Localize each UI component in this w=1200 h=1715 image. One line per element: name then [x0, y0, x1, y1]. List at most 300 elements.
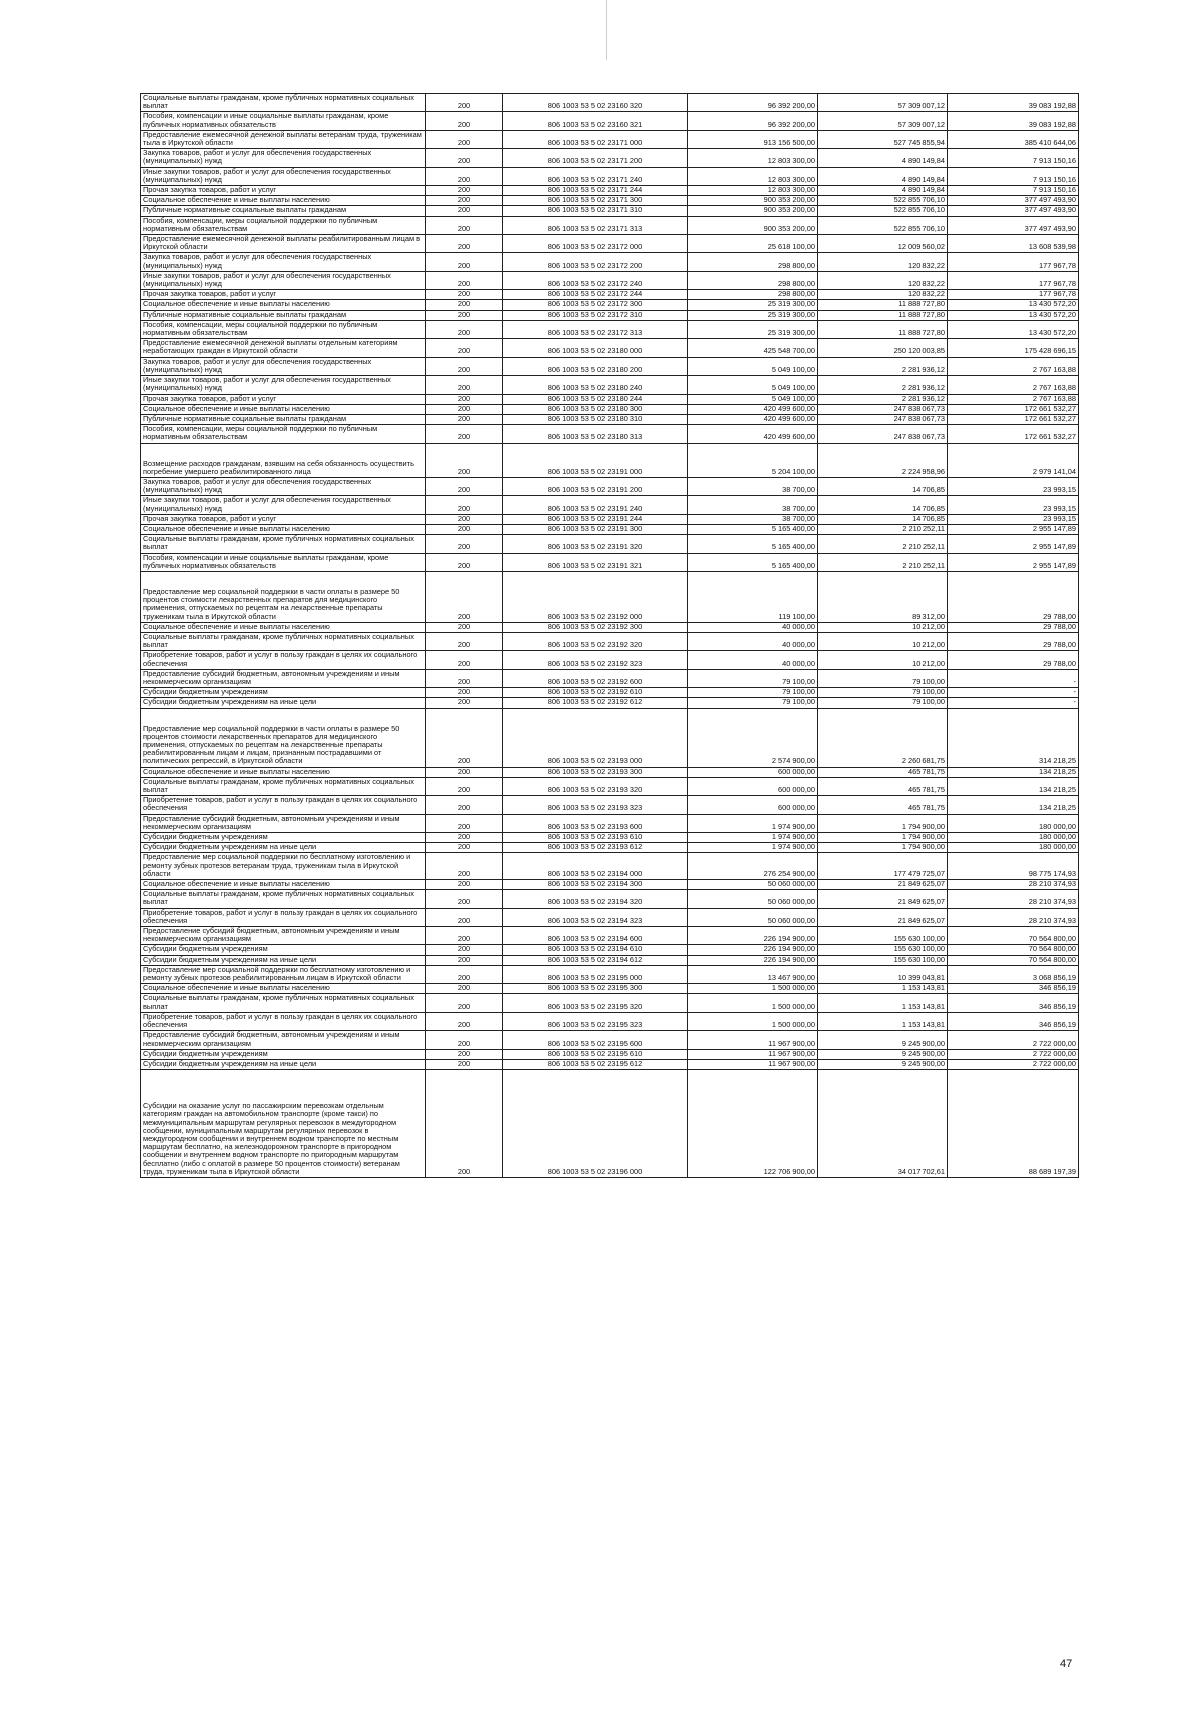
row-remainder-cell: 39 083 192,88 — [948, 112, 1079, 130]
row-plan-cell: 600 000,00 — [688, 777, 818, 795]
row-executed-cell: 14 706,85 — [818, 477, 948, 495]
row-code-cell: 200 — [426, 965, 503, 983]
row-kbk-cell: 806 1003 53 5 02 23180 240 — [503, 376, 688, 394]
row-plan-cell: 12 803 300,00 — [688, 186, 818, 196]
row-plan-cell: 5 204 100,00 — [688, 443, 818, 477]
row-name-cell: Социальные выплаты гражданам, кроме публичных нормативных социальных выплат — [141, 632, 426, 650]
row-code-cell: 200 — [426, 290, 503, 300]
row-plan-cell: 5 165 400,00 — [688, 535, 818, 553]
row-remainder-cell: 70 564 800,00 — [948, 945, 1079, 955]
row-plan-cell: 600 000,00 — [688, 796, 818, 814]
table-row — [141, 651, 1079, 669]
table-row — [141, 414, 1079, 424]
row-name-cell: Пособия, компенсации, меры социальной поддержки по публичным нормативным обязательствам — [141, 425, 426, 443]
row-remainder-cell: 177 967,78 — [948, 290, 1079, 300]
row-name-cell: Социальное обеспечение и иные выплаты населению — [141, 622, 426, 632]
table-row — [141, 669, 1079, 687]
row-name-cell: Социальное обеспечение и иные выплаты населению — [141, 880, 426, 890]
row-code-cell: 200 — [426, 669, 503, 687]
row-name-cell: Субсидии бюджетным учреждениям на иные цели — [141, 1059, 426, 1069]
row-remainder-cell: 180 000,00 — [948, 833, 1079, 843]
row-code-cell: 200 — [426, 216, 503, 234]
row-remainder-cell: 98 775 174,93 — [948, 853, 1079, 880]
row-plan-cell: 79 100,00 — [688, 688, 818, 698]
row-plan-cell: 5 049 100,00 — [688, 394, 818, 404]
row-name-cell: Пособия, компенсации, меры социальной поддержки по публичным нормативным обязательствам — [141, 320, 426, 338]
row-kbk-cell: 806 1003 53 5 02 23160 320 — [503, 94, 688, 112]
row-kbk-cell: 806 1003 53 5 02 23195 323 — [503, 1012, 688, 1030]
row-executed-cell: 21 849 625,07 — [818, 880, 948, 890]
row-plan-cell: 25 618 100,00 — [688, 235, 818, 253]
row-kbk-cell: 806 1003 53 5 02 23193 300 — [503, 767, 688, 777]
row-plan-cell: 25 319 300,00 — [688, 320, 818, 338]
row-code-cell: 200 — [426, 1049, 503, 1059]
row-plan-cell: 226 194 900,00 — [688, 955, 818, 965]
row-code-cell: 200 — [426, 777, 503, 795]
row-name-cell: Социальное обеспечение и иные выплаты населению — [141, 196, 426, 206]
row-remainder-cell: 7 913 150,16 — [948, 167, 1079, 185]
row-name-cell: Публичные нормативные социальные выплаты гражданам — [141, 206, 426, 216]
row-kbk-cell: 806 1003 53 5 02 23192 300 — [503, 622, 688, 632]
row-kbk-cell: 806 1003 53 5 02 23191 200 — [503, 477, 688, 495]
row-code-cell: 200 — [426, 1031, 503, 1049]
row-remainder-cell: 23 993,15 — [948, 496, 1079, 514]
row-name-cell: Приобретение товаров, работ и услуг в пользу граждан в целях их социального обеспечения — [141, 908, 426, 926]
row-plan-cell: 5 165 400,00 — [688, 524, 818, 534]
row-code-cell: 200 — [426, 404, 503, 414]
row-remainder-cell: 28 210 374,93 — [948, 880, 1079, 890]
row-plan-cell: 298 800,00 — [688, 253, 818, 271]
row-remainder-cell: 377 497 493,90 — [948, 196, 1079, 206]
row-code-cell: 200 — [426, 357, 503, 375]
row-remainder-cell: 2 955 147,89 — [948, 535, 1079, 553]
row-kbk-cell: 806 1003 53 5 02 23171 200 — [503, 149, 688, 167]
row-executed-cell: 9 245 900,00 — [818, 1049, 948, 1059]
row-kbk-cell: 806 1003 53 5 02 23180 310 — [503, 414, 688, 424]
row-name-cell: Прочая закупка товаров, работ и услуг — [141, 186, 426, 196]
table-row — [141, 1049, 1079, 1059]
row-executed-cell: 9 245 900,00 — [818, 1059, 948, 1069]
row-remainder-cell: 177 967,78 — [948, 271, 1079, 289]
row-plan-cell: 50 060 000,00 — [688, 880, 818, 890]
row-kbk-cell: 806 1003 53 5 02 23191 000 — [503, 443, 688, 477]
row-remainder-cell: 175 428 696,15 — [948, 339, 1079, 357]
table-row — [141, 376, 1079, 394]
row-executed-cell: 465 781,75 — [818, 796, 948, 814]
row-executed-cell: 57 309 007,12 — [818, 112, 948, 130]
row-name-cell: Социальное обеспечение и иные выплаты населению — [141, 300, 426, 310]
row-executed-cell: 79 100,00 — [818, 698, 948, 708]
row-executed-cell: 4 890 149,84 — [818, 186, 948, 196]
table-row — [141, 535, 1079, 553]
table-row — [141, 984, 1079, 994]
row-code-cell: 200 — [426, 320, 503, 338]
row-kbk-cell: 806 1003 53 5 02 23171 240 — [503, 167, 688, 185]
row-executed-cell: 34 017 702,61 — [818, 1070, 948, 1178]
row-plan-cell: 1 500 000,00 — [688, 994, 818, 1012]
row-kbk-cell: 806 1003 53 5 02 23193 320 — [503, 777, 688, 795]
row-kbk-cell: 806 1003 53 5 02 23180 000 — [503, 339, 688, 357]
row-kbk-cell: 806 1003 53 5 02 23171 000 — [503, 130, 688, 148]
row-kbk-cell: 806 1003 53 5 02 23192 320 — [503, 632, 688, 650]
row-code-cell: 200 — [426, 796, 503, 814]
row-executed-cell: 522 855 706,10 — [818, 216, 948, 234]
row-code-cell: 200 — [426, 880, 503, 890]
table-row — [141, 1070, 1079, 1178]
row-executed-cell: 2 224 958,96 — [818, 443, 948, 477]
row-plan-cell: 79 100,00 — [688, 669, 818, 687]
row-executed-cell: 10 212,00 — [818, 651, 948, 669]
row-code-cell: 200 — [426, 394, 503, 404]
row-code-cell: 200 — [426, 843, 503, 853]
row-executed-cell: 11 888 727,80 — [818, 310, 948, 320]
row-kbk-cell: 806 1003 53 5 02 23172 313 — [503, 320, 688, 338]
row-remainder-cell: 13 608 539,98 — [948, 235, 1079, 253]
row-kbk-cell: 806 1003 53 5 02 23194 600 — [503, 927, 688, 945]
row-kbk-cell: 806 1003 53 5 02 23195 000 — [503, 965, 688, 983]
row-remainder-cell: - — [948, 698, 1079, 708]
row-kbk-cell: 806 1003 53 5 02 23172 000 — [503, 235, 688, 253]
row-name-cell: Предоставление ежемесячной денежной выплаты ветеранам труда, труженикам тыла в Иркутской области — [141, 130, 426, 148]
table-row — [141, 310, 1079, 320]
row-remainder-cell: 70 564 800,00 — [948, 955, 1079, 965]
row-remainder-cell: 13 430 572,20 — [948, 310, 1079, 320]
row-remainder-cell: 29 788,00 — [948, 571, 1079, 622]
row-name-cell: Предоставление ежемесячной денежной выплаты отдельным категориям неработающих граждан в Иркутской области — [141, 339, 426, 357]
row-remainder-cell: 2 767 163,88 — [948, 357, 1079, 375]
row-executed-cell: 247 838 067,73 — [818, 414, 948, 424]
row-name-cell: Приобретение товаров, работ и услуг в пользу граждан в целях их социального обеспечения — [141, 796, 426, 814]
table-row — [141, 404, 1079, 414]
row-kbk-cell: 806 1003 53 5 02 23180 313 — [503, 425, 688, 443]
row-kbk-cell: 806 1003 53 5 02 23172 300 — [503, 300, 688, 310]
row-code-cell: 200 — [426, 1070, 503, 1178]
row-kbk-cell: 806 1003 53 5 02 23192 610 — [503, 688, 688, 698]
row-plan-cell: 1 974 900,00 — [688, 814, 818, 832]
row-name-cell: Субсидии бюджетным учреждениям на иные цели — [141, 843, 426, 853]
row-name-cell: Предоставление мер социальной поддержки по бесплатному изготовлению и ремонту зубных протезов ветеранам труда, труженикам тыла в Иркутской области — [141, 853, 426, 880]
row-plan-cell: 226 194 900,00 — [688, 945, 818, 955]
table-row — [141, 320, 1079, 338]
row-kbk-cell: 806 1003 53 5 02 23195 600 — [503, 1031, 688, 1049]
row-kbk-cell: 806 1003 53 5 02 23193 610 — [503, 833, 688, 843]
row-code-cell: 200 — [426, 553, 503, 571]
table-row — [141, 206, 1079, 216]
row-code-cell: 200 — [426, 632, 503, 650]
row-kbk-cell: 806 1003 53 5 02 23191 321 — [503, 553, 688, 571]
table-row — [141, 290, 1079, 300]
row-code-cell: 200 — [426, 496, 503, 514]
row-kbk-cell: 806 1003 53 5 02 23195 300 — [503, 984, 688, 994]
row-name-cell: Предоставление мер социальной поддержки по бесплатному изготовлению и ремонту зубных протезов реабилитированным лицам в Иркутской области — [141, 965, 426, 983]
row-remainder-cell: 2 955 147,89 — [948, 553, 1079, 571]
table-row — [141, 955, 1079, 965]
row-kbk-cell: 806 1003 53 5 02 23194 000 — [503, 853, 688, 880]
row-executed-cell: 465 781,75 — [818, 777, 948, 795]
row-name-cell: Иные закупки товаров, работ и услуг для обеспечения государственных (муниципальных) нужд — [141, 271, 426, 289]
row-name-cell: Приобретение товаров, работ и услуг в пользу граждан в целях их социального обеспечения — [141, 1012, 426, 1030]
row-plan-cell: 119 100,00 — [688, 571, 818, 622]
row-name-cell: Субсидии бюджетным учреждениям — [141, 945, 426, 955]
row-code-cell: 200 — [426, 524, 503, 534]
row-plan-cell: 11 967 900,00 — [688, 1031, 818, 1049]
table-row — [141, 994, 1079, 1012]
row-name-cell: Прочая закупка товаров, работ и услуг — [141, 290, 426, 300]
row-name-cell: Закупка товаров, работ и услуг для обеспечения государственных (муниципальных) нужд — [141, 253, 426, 271]
row-kbk-cell: 806 1003 53 5 02 23192 600 — [503, 669, 688, 687]
table-row — [141, 216, 1079, 234]
table-row — [141, 945, 1079, 955]
row-name-cell: Пособия, компенсации и иные социальные выплаты гражданам, кроме публичных нормативных обязательств — [141, 553, 426, 571]
row-executed-cell: 1 794 900,00 — [818, 843, 948, 853]
row-remainder-cell: 180 000,00 — [948, 843, 1079, 853]
row-executed-cell: 21 849 625,07 — [818, 890, 948, 908]
row-remainder-cell: 29 788,00 — [948, 632, 1079, 650]
row-code-cell: 200 — [426, 149, 503, 167]
scan-edge-mark — [606, 0, 607, 60]
row-code-cell: 200 — [426, 425, 503, 443]
row-remainder-cell: 134 218,25 — [948, 796, 1079, 814]
row-plan-cell: 122 706 900,00 — [688, 1070, 818, 1178]
row-plan-cell: 96 392 200,00 — [688, 112, 818, 130]
table-row — [141, 571, 1079, 622]
row-code-cell: 200 — [426, 376, 503, 394]
row-executed-cell: 11 888 727,80 — [818, 320, 948, 338]
row-remainder-cell: 2 955 147,89 — [948, 524, 1079, 534]
row-remainder-cell: 2 722 000,00 — [948, 1049, 1079, 1059]
table-row — [141, 425, 1079, 443]
row-executed-cell: 10 212,00 — [818, 622, 948, 632]
row-executed-cell: 1 794 900,00 — [818, 833, 948, 843]
row-executed-cell: 527 745 855,94 — [818, 130, 948, 148]
row-kbk-cell: 806 1003 53 5 02 23192 000 — [503, 571, 688, 622]
row-kbk-cell: 806 1003 53 5 02 23195 610 — [503, 1049, 688, 1059]
budget-execution-table — [140, 93, 1079, 1178]
row-name-cell: Субсидии бюджетным учреждениям — [141, 833, 426, 843]
row-plan-cell: 5 165 400,00 — [688, 553, 818, 571]
table-row — [141, 112, 1079, 130]
table-row — [141, 394, 1079, 404]
row-name-cell: Предоставление субсидий бюджетным, автономным учреждениям и иным некоммерческим организациям — [141, 1031, 426, 1049]
row-remainder-cell: - — [948, 669, 1079, 687]
row-kbk-cell: 806 1003 53 5 02 23195 612 — [503, 1059, 688, 1069]
table-row — [141, 1059, 1079, 1069]
row-name-cell: Предоставление субсидий бюджетным, автономным учреждениям и иным некоммерческим организациям — [141, 669, 426, 687]
row-executed-cell: 21 849 625,07 — [818, 908, 948, 926]
row-plan-cell: 1 500 000,00 — [688, 1012, 818, 1030]
row-executed-cell: 2 260 681,75 — [818, 708, 948, 767]
row-code-cell: 200 — [426, 688, 503, 698]
row-executed-cell: 2 281 936,12 — [818, 394, 948, 404]
table-row — [141, 767, 1079, 777]
row-code-cell: 200 — [426, 443, 503, 477]
row-remainder-cell: 23 993,15 — [948, 477, 1079, 495]
row-kbk-cell: 806 1003 53 5 02 23193 612 — [503, 843, 688, 853]
row-executed-cell: 465 781,75 — [818, 767, 948, 777]
table-row — [141, 796, 1079, 814]
row-kbk-cell: 806 1003 53 5 02 23191 300 — [503, 524, 688, 534]
row-remainder-cell: 70 564 800,00 — [948, 927, 1079, 945]
row-executed-cell: 10 212,00 — [818, 632, 948, 650]
row-kbk-cell: 806 1003 53 5 02 23193 600 — [503, 814, 688, 832]
table-row — [141, 496, 1079, 514]
row-code-cell: 200 — [426, 167, 503, 185]
row-executed-cell: 89 312,00 — [818, 571, 948, 622]
table-row — [141, 443, 1079, 477]
row-executed-cell: 2 210 252,11 — [818, 535, 948, 553]
row-remainder-cell: 134 218,25 — [948, 777, 1079, 795]
row-plan-cell: 900 353 200,00 — [688, 216, 818, 234]
row-code-cell: 200 — [426, 1059, 503, 1069]
row-kbk-cell: 806 1003 53 5 02 23171 244 — [503, 186, 688, 196]
row-name-cell: Публичные нормативные социальные выплаты гражданам — [141, 310, 426, 320]
row-name-cell: Социальное обеспечение и иные выплаты населению — [141, 984, 426, 994]
row-name-cell: Возмещение расходов гражданам, взявшим на себя обязанность осуществить погребение умершего реабилитированного лица — [141, 443, 426, 477]
row-name-cell: Предоставление субсидий бюджетным, автономным учреждениям и иным некоммерческим организациям — [141, 814, 426, 832]
row-kbk-cell: 806 1003 53 5 02 23172 244 — [503, 290, 688, 300]
row-kbk-cell: 806 1003 53 5 02 23193 323 — [503, 796, 688, 814]
row-remainder-cell: 177 967,78 — [948, 253, 1079, 271]
row-plan-cell: 276 254 900,00 — [688, 853, 818, 880]
row-plan-cell: 13 467 900,00 — [688, 965, 818, 983]
table-row — [141, 271, 1079, 289]
row-plan-cell: 425 548 700,00 — [688, 339, 818, 357]
row-name-cell: Социальное обеспечение и иные выплаты населению — [141, 767, 426, 777]
row-kbk-cell: 806 1003 53 5 02 23172 310 — [503, 310, 688, 320]
row-name-cell: Иные закупки товаров, работ и услуг для обеспечения государственных (муниципальных) нужд — [141, 376, 426, 394]
row-code-cell: 200 — [426, 767, 503, 777]
row-kbk-cell: 806 1003 53 5 02 23180 244 — [503, 394, 688, 404]
row-remainder-cell: - — [948, 688, 1079, 698]
row-plan-cell: 5 049 100,00 — [688, 376, 818, 394]
row-name-cell: Субсидии бюджетным учреждениям — [141, 688, 426, 698]
row-remainder-cell: 7 913 150,16 — [948, 186, 1079, 196]
row-kbk-cell: 806 1003 53 5 02 23191 244 — [503, 514, 688, 524]
row-plan-cell: 38 700,00 — [688, 514, 818, 524]
row-plan-cell: 600 000,00 — [688, 767, 818, 777]
table-row — [141, 149, 1079, 167]
row-remainder-cell: 28 210 374,93 — [948, 890, 1079, 908]
row-plan-cell: 11 967 900,00 — [688, 1049, 818, 1059]
row-code-cell: 200 — [426, 339, 503, 357]
row-executed-cell: 10 399 043,81 — [818, 965, 948, 983]
row-name-cell: Пособия, компенсации, меры социальной поддержки по публичным нормативным обязательствам — [141, 216, 426, 234]
row-plan-cell: 913 156 500,00 — [688, 130, 818, 148]
row-code-cell: 200 — [426, 571, 503, 622]
row-code-cell: 200 — [426, 310, 503, 320]
row-code-cell: 200 — [426, 535, 503, 553]
table-row — [141, 524, 1079, 534]
row-name-cell: Приобретение товаров, работ и услуг в пользу граждан в целях их социального обеспечения — [141, 651, 426, 669]
row-kbk-cell: 806 1003 53 5 02 23194 320 — [503, 890, 688, 908]
row-name-cell: Закупка товаров, работ и услуг для обеспечения государственных (муниципальных) нужд — [141, 477, 426, 495]
row-kbk-cell: 806 1003 53 5 02 23172 200 — [503, 253, 688, 271]
page-number: 47 — [1060, 1658, 1073, 1670]
row-remainder-cell: 134 218,25 — [948, 767, 1079, 777]
row-executed-cell: 57 309 007,12 — [818, 94, 948, 112]
row-name-cell: Социальные выплаты гражданам, кроме публичных нормативных социальных выплат — [141, 94, 426, 112]
row-code-cell: 200 — [426, 186, 503, 196]
row-remainder-cell: 2 979 141,04 — [948, 443, 1079, 477]
row-remainder-cell: 29 788,00 — [948, 651, 1079, 669]
row-name-cell: Предоставление ежемесячной денежной выплаты реабилитированным лицам в Иркутской области — [141, 235, 426, 253]
row-executed-cell: 4 890 149,84 — [818, 167, 948, 185]
table-row — [141, 965, 1079, 983]
row-executed-cell: 177 479 725,07 — [818, 853, 948, 880]
row-code-cell: 200 — [426, 112, 503, 130]
row-remainder-cell: 3 068 856,19 — [948, 965, 1079, 983]
row-executed-cell: 1 794 900,00 — [818, 814, 948, 832]
row-name-cell: Социальные выплаты гражданам, кроме публичных нормативных социальных выплат — [141, 890, 426, 908]
row-plan-cell: 40 000,00 — [688, 632, 818, 650]
table-row — [141, 927, 1079, 945]
row-name-cell: Социальное обеспечение и иные выплаты населению — [141, 524, 426, 534]
row-remainder-cell: 172 661 532,27 — [948, 404, 1079, 414]
row-kbk-cell: 806 1003 53 5 02 23192 323 — [503, 651, 688, 669]
row-remainder-cell: 23 993,15 — [948, 514, 1079, 524]
row-remainder-cell: 28 210 374,93 — [948, 908, 1079, 926]
row-code-cell: 200 — [426, 698, 503, 708]
row-code-cell: 200 — [426, 514, 503, 524]
row-code-cell: 200 — [426, 708, 503, 767]
row-executed-cell: 2 210 252,11 — [818, 524, 948, 534]
row-remainder-cell: 346 856,19 — [948, 984, 1079, 994]
row-code-cell: 200 — [426, 890, 503, 908]
table-row — [141, 843, 1079, 853]
row-name-cell: Прочая закупка товаров, работ и услуг — [141, 394, 426, 404]
row-kbk-cell: 806 1003 53 5 02 23193 000 — [503, 708, 688, 767]
row-executed-cell: 247 838 067,73 — [818, 425, 948, 443]
table-row — [141, 167, 1079, 185]
row-remainder-cell: 29 788,00 — [948, 622, 1079, 632]
row-plan-cell: 25 319 300,00 — [688, 310, 818, 320]
row-code-cell: 200 — [426, 927, 503, 945]
row-code-cell: 200 — [426, 196, 503, 206]
row-remainder-cell: 2 722 000,00 — [948, 1059, 1079, 1069]
table-row — [141, 1012, 1079, 1030]
row-executed-cell: 14 706,85 — [818, 514, 948, 524]
row-code-cell: 200 — [426, 477, 503, 495]
row-plan-cell: 5 049 100,00 — [688, 357, 818, 375]
row-name-cell: Предоставление мер социальной поддержки в части оплаты в размере 50 процентов стоимости лекарственных препаратов для медицинского применения, отпускаемых по рецептам на лекарственные препараты труженикам тыла в Иркутской области — [141, 571, 426, 622]
row-plan-cell: 298 800,00 — [688, 271, 818, 289]
row-code-cell: 200 — [426, 94, 503, 112]
row-plan-cell: 298 800,00 — [688, 290, 818, 300]
row-plan-cell: 12 803 300,00 — [688, 167, 818, 185]
row-plan-cell: 38 700,00 — [688, 477, 818, 495]
table-row — [141, 880, 1079, 890]
row-plan-cell: 900 353 200,00 — [688, 196, 818, 206]
row-kbk-cell: 806 1003 53 5 02 23194 323 — [503, 908, 688, 926]
row-kbk-cell: 806 1003 53 5 02 23194 300 — [503, 880, 688, 890]
table-row — [141, 235, 1079, 253]
row-remainder-cell: 377 497 493,90 — [948, 216, 1079, 234]
row-remainder-cell: 385 410 644,06 — [948, 130, 1079, 148]
row-remainder-cell: 180 000,00 — [948, 814, 1079, 832]
row-code-cell: 200 — [426, 271, 503, 289]
row-executed-cell: 2 281 936,12 — [818, 376, 948, 394]
row-executed-cell: 120 832,22 — [818, 271, 948, 289]
row-remainder-cell: 2 722 000,00 — [948, 1031, 1079, 1049]
row-executed-cell: 1 153 143,81 — [818, 1012, 948, 1030]
table-row — [141, 833, 1079, 843]
row-plan-cell: 11 967 900,00 — [688, 1059, 818, 1069]
row-code-cell: 200 — [426, 908, 503, 926]
row-name-cell: Субсидии на оказание услуг по пассажирским перевозкам отдельным категориям граждан на автомобильном транспорте (кроме такси) по межмуниципальным маршрутам регулярных перевозок в междугородном сообщении, муниципальным маршрутам регулярных перевозок в междугородном сообщении и внутреннем водном транспорте по местным маршрутам бесплатно, на железнодорожном транспорте в пригородном сообщении и внутреннем водном транспорте по пригородным маршрутам бесплатно (либо с оплатой в размере 50 процентов стоимости) ветеранам труда, труженикам тыла в Иркутской области — [141, 1070, 426, 1178]
row-kbk-cell: 806 1003 53 5 02 23160 321 — [503, 112, 688, 130]
row-kbk-cell: 806 1003 53 5 02 23196 000 — [503, 1070, 688, 1178]
row-name-cell: Предоставление субсидий бюджетным, автономным учреждениям и иным некоммерческим организациям — [141, 927, 426, 945]
